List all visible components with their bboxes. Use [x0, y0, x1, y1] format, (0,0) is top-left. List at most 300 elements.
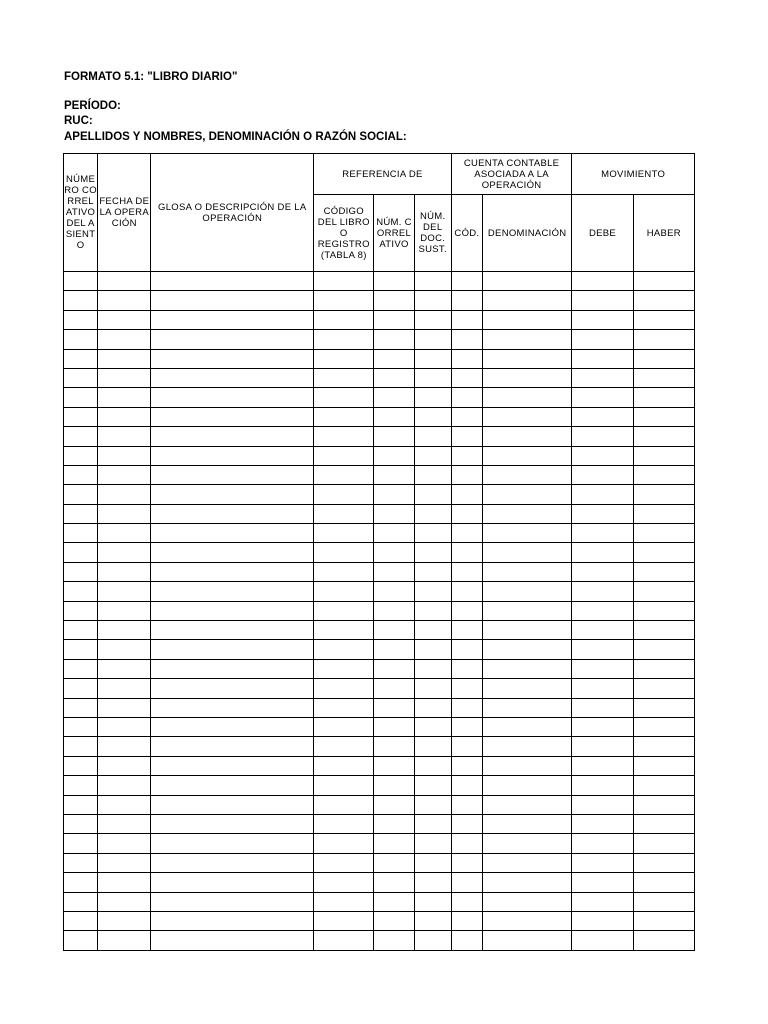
table-cell: [151, 911, 314, 930]
table-cell: [98, 756, 151, 775]
table-cell: [374, 388, 414, 407]
table-cell: [414, 679, 451, 698]
table-cell: [314, 465, 374, 484]
table-cell: [414, 368, 451, 387]
table-cell: [633, 892, 694, 911]
table-cell: [64, 873, 98, 892]
table-cell: [414, 524, 451, 543]
table-cell: [414, 737, 451, 756]
table-cell: [451, 679, 482, 698]
col-header-codigo-libro: CÓDIGO DEL LIBRO O REGISTRO (TABLA 8): [314, 195, 374, 272]
table-cell: [451, 427, 482, 446]
table-cell: [633, 524, 694, 543]
table-cell: [64, 776, 98, 795]
table-cell: [151, 446, 314, 465]
table-cell: [633, 931, 694, 951]
table-cell: [633, 330, 694, 349]
col-header-debe: DEBE: [572, 195, 633, 272]
table-cell: [151, 310, 314, 329]
col-header-glosa: GLOSA O DESCRIPCIÓN DE LA OPERACIÓN: [151, 154, 314, 272]
table-cell: [98, 621, 151, 640]
table-cell: [633, 582, 694, 601]
table-cell: [414, 601, 451, 620]
libro-diario-table: [63, 153, 695, 951]
table-cell: [151, 504, 314, 523]
table-cell: [151, 349, 314, 368]
table-cell: [414, 543, 451, 562]
table-cell: [151, 601, 314, 620]
table-cell: [572, 446, 633, 465]
table-cell: [451, 407, 482, 426]
table-cell: [633, 814, 694, 833]
table-cell: [482, 892, 571, 911]
table-row: [64, 407, 695, 426]
table-cell: [98, 485, 151, 504]
table-cell: [482, 465, 571, 484]
table-cell: [98, 272, 151, 291]
table-cell: [633, 737, 694, 756]
table-row: [64, 756, 695, 775]
table-cell: [314, 795, 374, 814]
table-cell: [572, 776, 633, 795]
table-cell: [64, 465, 98, 484]
table-row: [64, 892, 695, 911]
table-cell: [482, 524, 571, 543]
table-cell: [64, 485, 98, 504]
table-cell: [414, 698, 451, 717]
table-cell: [151, 659, 314, 678]
col-header-num-correlativo: NÚM. CORRELATIVO: [374, 195, 414, 272]
table-row: [64, 562, 695, 581]
table-cell: [151, 485, 314, 504]
table-cell: [98, 446, 151, 465]
table-cell: [633, 621, 694, 640]
table-cell: [98, 601, 151, 620]
table-cell: [572, 892, 633, 911]
table-cell: [482, 349, 571, 368]
table-cell: [98, 291, 151, 310]
table-cell: [482, 601, 571, 620]
table-cell: [572, 368, 633, 387]
table-cell: [98, 892, 151, 911]
table-cell: [64, 911, 98, 930]
table-cell: [64, 272, 98, 291]
table-cell: [374, 776, 414, 795]
table-cell: [414, 349, 451, 368]
table-cell: [451, 543, 482, 562]
table-cell: [314, 737, 374, 756]
table-row: [64, 349, 695, 368]
table-cell: [314, 873, 374, 892]
table-row: [64, 931, 695, 951]
table-cell: [633, 659, 694, 678]
periodo-label: PERÍODO:: [64, 99, 121, 112]
table-cell: [572, 640, 633, 659]
table-cell: [151, 640, 314, 659]
table-cell: [451, 640, 482, 659]
table-row: [64, 388, 695, 407]
table-cell: [64, 853, 98, 872]
col-header-haber: HABER: [633, 195, 694, 272]
table-cell: [64, 679, 98, 698]
table-row: [64, 795, 695, 814]
table-row: [64, 330, 695, 349]
table-cell: [151, 717, 314, 736]
table-cell: [414, 659, 451, 678]
table-cell: [314, 717, 374, 736]
table-cell: [482, 504, 571, 523]
group-header-referencia: REFERENCIA DE: [314, 154, 452, 195]
table-cell: [98, 504, 151, 523]
table-cell: [151, 776, 314, 795]
table-cell: [451, 853, 482, 872]
table-cell: [374, 737, 414, 756]
table-cell: [414, 562, 451, 581]
table-cell: [314, 892, 374, 911]
table-cell: [414, 795, 451, 814]
group-header-cuenta-contable: CUENTA CONTABLE ASOCIADA A LA OPERACIÓN: [451, 154, 572, 195]
table-cell: [482, 756, 571, 775]
table-row: [64, 601, 695, 620]
table-cell: [151, 892, 314, 911]
table-cell: [98, 873, 151, 892]
table-row: [64, 524, 695, 543]
table-cell: [374, 621, 414, 640]
table-cell: [572, 679, 633, 698]
table-cell: [314, 659, 374, 678]
table-cell: [151, 853, 314, 872]
table-cell: [314, 524, 374, 543]
table-cell: [482, 310, 571, 329]
table-cell: [572, 795, 633, 814]
table-cell: [572, 330, 633, 349]
table-row: [64, 776, 695, 795]
razon-social-label: APELLIDOS Y NOMBRES, DENOMINACIÓN O RAZÓN SOCIAL:: [64, 130, 407, 143]
table-cell: [482, 368, 571, 387]
table-cell: [572, 504, 633, 523]
col-header-num-doc: NÚM. DEL DOC. SUST.: [414, 195, 451, 272]
table-cell: [572, 737, 633, 756]
table-row: [64, 427, 695, 446]
table-cell: [414, 446, 451, 465]
table-cell: [633, 911, 694, 930]
table-row: [64, 310, 695, 329]
table-cell: [482, 485, 571, 504]
table-cell: [482, 582, 571, 601]
table-cell: [151, 291, 314, 310]
table-cell: [314, 485, 374, 504]
table-cell: [314, 349, 374, 368]
table-row: [64, 814, 695, 833]
table-cell: [572, 659, 633, 678]
table-row: [64, 717, 695, 736]
table-cell: [482, 931, 571, 951]
table-cell: [414, 407, 451, 426]
table-cell: [633, 853, 694, 872]
table-cell: [572, 873, 633, 892]
table-cell: [314, 834, 374, 853]
table-cell: [64, 834, 98, 853]
table-cell: [451, 892, 482, 911]
table-cell: [374, 330, 414, 349]
table-cell: [633, 717, 694, 736]
table-cell: [314, 698, 374, 717]
table-cell: [98, 562, 151, 581]
table-cell: [572, 621, 633, 640]
table-cell: [572, 698, 633, 717]
table-cell: [374, 582, 414, 601]
table-row: [64, 504, 695, 523]
table-cell: [64, 504, 98, 523]
table-cell: [98, 407, 151, 426]
table-cell: [451, 795, 482, 814]
table-cell: [633, 873, 694, 892]
table-cell: [151, 834, 314, 853]
table-cell: [414, 892, 451, 911]
table-cell: [374, 795, 414, 814]
table-cell: [451, 291, 482, 310]
col-header-fecha: FECHA DE LA OPERACIÓN: [98, 154, 151, 272]
table-cell: [314, 776, 374, 795]
table-cell: [633, 834, 694, 853]
table-cell: [98, 349, 151, 368]
table-cell: [451, 446, 482, 465]
table-cell: [633, 465, 694, 484]
table-row: [64, 737, 695, 756]
table-cell: [414, 504, 451, 523]
table-cell: [64, 310, 98, 329]
table-cell: [314, 446, 374, 465]
table-cell: [414, 465, 451, 484]
table-cell: [572, 756, 633, 775]
table-cell: [64, 388, 98, 407]
table-row: [64, 873, 695, 892]
table-cell: [314, 640, 374, 659]
table-cell: [314, 931, 374, 951]
table-cell: [374, 892, 414, 911]
table-cell: [151, 368, 314, 387]
table-cell: [98, 834, 151, 853]
table-cell: [633, 698, 694, 717]
table-cell: [64, 427, 98, 446]
table-cell: [98, 698, 151, 717]
table-cell: [414, 911, 451, 930]
table-cell: [451, 911, 482, 930]
table-cell: [414, 834, 451, 853]
table-cell: [451, 388, 482, 407]
table-cell: [451, 349, 482, 368]
col-header-numero-correlativo: NÚMERO CORRELATIVO DEL ASIENTO: [64, 154, 98, 272]
table-cell: [151, 407, 314, 426]
table-cell: [451, 737, 482, 756]
table-cell: [414, 291, 451, 310]
table-cell: [451, 582, 482, 601]
table-cell: [374, 465, 414, 484]
table-cell: [314, 543, 374, 562]
table-cell: [633, 504, 694, 523]
table-cell: [64, 892, 98, 911]
table-cell: [314, 582, 374, 601]
table-cell: [572, 485, 633, 504]
table-cell: [98, 814, 151, 833]
table-row: [64, 465, 695, 484]
table-cell: [64, 659, 98, 678]
table-cell: [572, 291, 633, 310]
table-cell: [374, 485, 414, 504]
table-row: [64, 659, 695, 678]
table-cell: [151, 737, 314, 756]
table-cell: [451, 776, 482, 795]
table-row: [64, 911, 695, 930]
table-cell: [482, 698, 571, 717]
table-cell: [314, 427, 374, 446]
table-cell: [414, 873, 451, 892]
table-cell: [151, 388, 314, 407]
table-cell: [314, 291, 374, 310]
table-cell: [64, 756, 98, 775]
table-cell: [98, 310, 151, 329]
table-cell: [572, 524, 633, 543]
table-cell: [482, 911, 571, 930]
table-cell: [414, 756, 451, 775]
table-cell: [314, 272, 374, 291]
table-cell: [451, 368, 482, 387]
table-cell: [633, 601, 694, 620]
table-cell: [572, 272, 633, 291]
table-cell: [374, 640, 414, 659]
table-cell: [374, 310, 414, 329]
table-row: [64, 582, 695, 601]
table-cell: [633, 291, 694, 310]
table-cell: [374, 834, 414, 853]
table-cell: [482, 640, 571, 659]
table-cell: [482, 330, 571, 349]
table-cell: [98, 524, 151, 543]
table-cell: [314, 407, 374, 426]
table-cell: [151, 814, 314, 833]
table-cell: [151, 679, 314, 698]
table-cell: [374, 911, 414, 930]
table-cell: [414, 272, 451, 291]
table-cell: [151, 873, 314, 892]
table-cell: [572, 717, 633, 736]
table-cell: [633, 640, 694, 659]
table-cell: [414, 717, 451, 736]
table-cell: [374, 562, 414, 581]
table-cell: [314, 368, 374, 387]
table-cell: [633, 407, 694, 426]
table-cell: [572, 427, 633, 446]
table-cell: [633, 388, 694, 407]
table-cell: [572, 310, 633, 329]
table-cell: [64, 601, 98, 620]
table-cell: [64, 330, 98, 349]
table-cell: [633, 427, 694, 446]
table-cell: [482, 795, 571, 814]
table-cell: [98, 427, 151, 446]
table-cell: [374, 873, 414, 892]
table-cell: [572, 931, 633, 951]
table-cell: [64, 562, 98, 581]
table-cell: [374, 601, 414, 620]
table-cell: [374, 543, 414, 562]
table-cell: [414, 621, 451, 640]
table-cell: [482, 427, 571, 446]
table-cell: [374, 756, 414, 775]
table-cell: [374, 679, 414, 698]
table-cell: [314, 388, 374, 407]
table-cell: [314, 330, 374, 349]
table-cell: [414, 582, 451, 601]
table-cell: [374, 853, 414, 872]
table-cell: [633, 349, 694, 368]
table-cell: [98, 465, 151, 484]
table-cell: [451, 504, 482, 523]
table-cell: [482, 272, 571, 291]
table-cell: [151, 756, 314, 775]
table-cell: [451, 310, 482, 329]
table-cell: [572, 465, 633, 484]
table-cell: [374, 504, 414, 523]
col-header-denominacion: DENOMINACIÓN: [482, 195, 571, 272]
table-cell: [64, 698, 98, 717]
table-cell: [572, 407, 633, 426]
table-row: [64, 272, 695, 291]
table-cell: [64, 524, 98, 543]
table-cell: [572, 349, 633, 368]
table-cell: [482, 291, 571, 310]
table-cell: [64, 446, 98, 465]
table-cell: [414, 485, 451, 504]
table-cell: [98, 582, 151, 601]
table-cell: [451, 659, 482, 678]
table-cell: [633, 310, 694, 329]
table-row: [64, 291, 695, 310]
table-cell: [482, 659, 571, 678]
table-cell: [482, 853, 571, 872]
table-cell: [374, 717, 414, 736]
table-cell: [64, 582, 98, 601]
table-row: [64, 698, 695, 717]
table-cell: [374, 349, 414, 368]
table-row: [64, 543, 695, 562]
table-cell: [151, 698, 314, 717]
table-cell: [572, 582, 633, 601]
table-cell: [64, 717, 98, 736]
table-row: [64, 679, 695, 698]
table-cell: [374, 427, 414, 446]
table-cell: [451, 698, 482, 717]
table-cell: [64, 814, 98, 833]
table-cell: [64, 407, 98, 426]
table-cell: [414, 776, 451, 795]
table-cell: [482, 621, 571, 640]
table-cell: [98, 795, 151, 814]
table-cell: [633, 679, 694, 698]
table-cell: [98, 737, 151, 756]
table-cell: [374, 407, 414, 426]
table-cell: [633, 756, 694, 775]
table-cell: [314, 504, 374, 523]
table-cell: [414, 330, 451, 349]
table-cell: [572, 388, 633, 407]
table-cell: [633, 543, 694, 562]
table-cell: [451, 931, 482, 951]
table-cell: [572, 834, 633, 853]
table-cell: [414, 853, 451, 872]
table-cell: [572, 853, 633, 872]
table-cell: [64, 291, 98, 310]
